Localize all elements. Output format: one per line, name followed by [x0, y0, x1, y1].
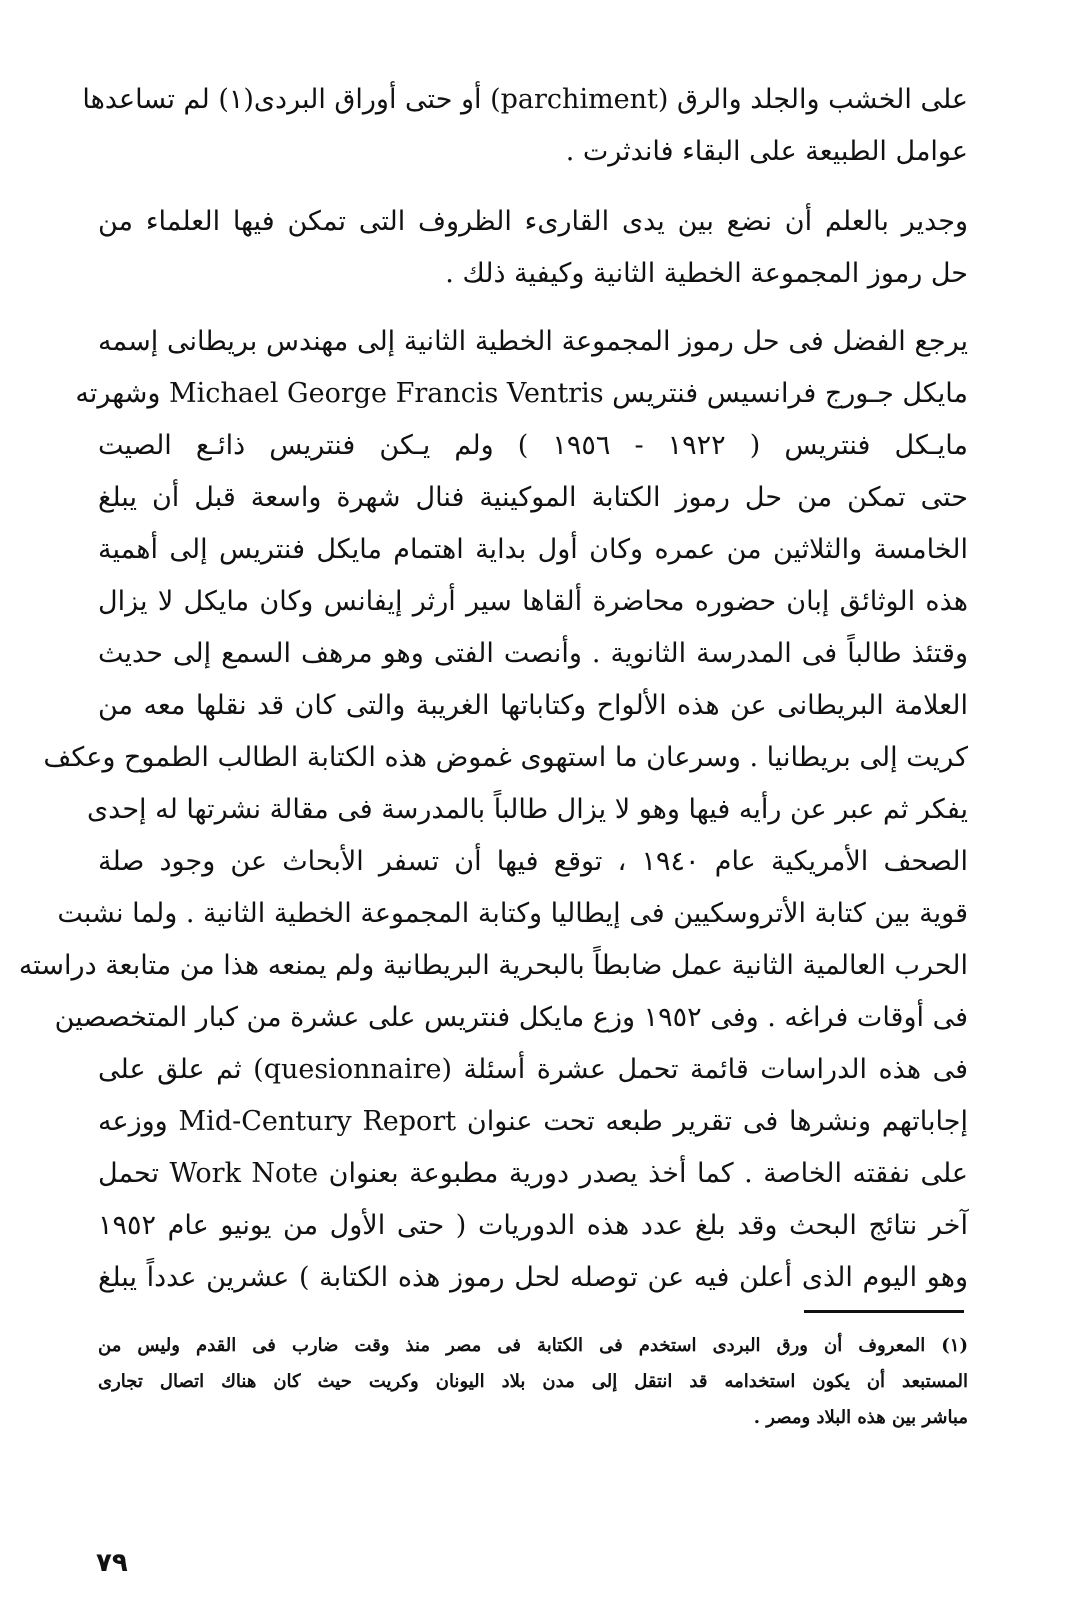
- paragraph-3: [18, 316, 969, 1304]
- text-line: قوية بين كتابة الأتروسكيين فى إيطاليا وكتابة المجموعة الخطية الثانية . ولما نشبت: [57, 898, 968, 929]
- footnote-line: (١) المعروف أن ورق البردى استخدم فى الكتابة فى مصر منذ وقت ضارب فى القدم وليس من: [98, 1335, 968, 1356]
- text-line: حتى تمكن من حل رموز الكتابة الموكينية فنال شهرة واسعة قبل أن يبلغ: [98, 482, 968, 513]
- text-line: فى أوقات فراغه . وفى ١٩٥٢ وزع مايكل فنتريس على عشرة من كبار المتخصصين: [54, 1002, 968, 1033]
- text-line: يفكر ثم عبر عن رأيه فيها وهو لا يزال طالباً بالمدرسة فى مقالة نشرتها له إحدى: [87, 794, 968, 825]
- text-line: إجاباتهم ونشرها فى تقرير طبعه تحت عنوان Mid-Century Report ووزعه: [98, 1106, 968, 1137]
- text-line: هذه الوثائق إبان حضوره محاضرة ألقاها سير أرثر إيفانس وكان مايكل لا يزال: [98, 586, 968, 617]
- paragraph-1: [82, 74, 968, 178]
- paragraph-2: [98, 196, 968, 300]
- text-line: حل رموز المجموعة الخطية الثانية وكيفية ذلك .: [445, 258, 968, 289]
- text-line: مايـكل فنتريس ( ١٩٢٢ - ١٩٥٦ ) ولم يـكن فنتريس ذائـع الصيت: [98, 430, 968, 461]
- text-line: وقتئذ طالباً فى المدرسة الثانوية . وأنصت الفتى وهو مرهف السمع إلى حديث: [98, 638, 968, 669]
- text-line: وجدير بالعلم أن نضع بين يدى القارىء الظروف التى تمكن فيها العلماء من: [98, 206, 968, 237]
- text-line: كريت إلى بريطانيا . وسرعان ما استهوى غموض هذه الكتابة الطالب الطموح وعكف: [43, 742, 968, 773]
- page-number: ٧٩: [96, 1548, 128, 1578]
- text-line: على الخشب والجلد والرق (parchiment) أو حتى أوراق البردى(١) لم تساعدها: [82, 84, 968, 115]
- footnote: [98, 1328, 968, 1436]
- text-line: فى هذه الدراسات قائمة تحمل عشرة أسئلة (quesionnaire) ثم علق على: [98, 1054, 968, 1085]
- text-line: الخامسة والثلاثين من عمره وكان أول بداية اهتمام مايكل فنتريس إلى أهمية: [98, 534, 968, 565]
- text-line: على نفقته الخاصة . كما أخذ يصدر دورية مطبوعة بعنوان Work Note تحمل: [98, 1158, 969, 1189]
- footnote-line: المستبعد أن يكون استخدامه قد انتقل إلى مدن بلاد اليونان وكريت حيث كان هناك اتصال تجارى: [98, 1371, 968, 1392]
- text-line: الحرب العالمية الثانية عمل ضابطاً بالبحرية البريطانية ولم يمنعه هذا من متابعة دراسته: [18, 950, 968, 981]
- text-line: يرجع الفضل فى حل رموز المجموعة الخطية الثانية إلى مهندس بريطانى إسمه: [98, 326, 968, 357]
- text-line: وهو اليوم الذى أعلن فيه عن توصله لحل رموز هذه الكتابة ) عشرين عدداً يبلغ: [98, 1262, 968, 1293]
- footnote-line: مباشر بين هذه البلاد ومصر .: [753, 1407, 968, 1428]
- text-line: آخر نتائج البحث وقد بلغ عدد هذه الدوريات ( حتى الأول من يونيو عام ١٩٥٢: [98, 1210, 968, 1241]
- text-line: العلامة البريطانى عن هذه الألواح وكتاباتها الغريبة والتى كان قد نقلها معه من: [98, 690, 968, 721]
- text-line: عوامل الطبيعة على البقاء فاندثرت .: [565, 136, 968, 167]
- footnote-separator: [804, 1310, 964, 1313]
- text-line: مايكل جـورج فرانسيس فنتريس Michael George Francis Ventris وشهرته: [75, 378, 968, 409]
- text-line: الصحف الأمريكية عام ١٩٤٠ ، توقع فيها أن تسفر الأبحاث عن وجود صلة: [98, 846, 968, 877]
